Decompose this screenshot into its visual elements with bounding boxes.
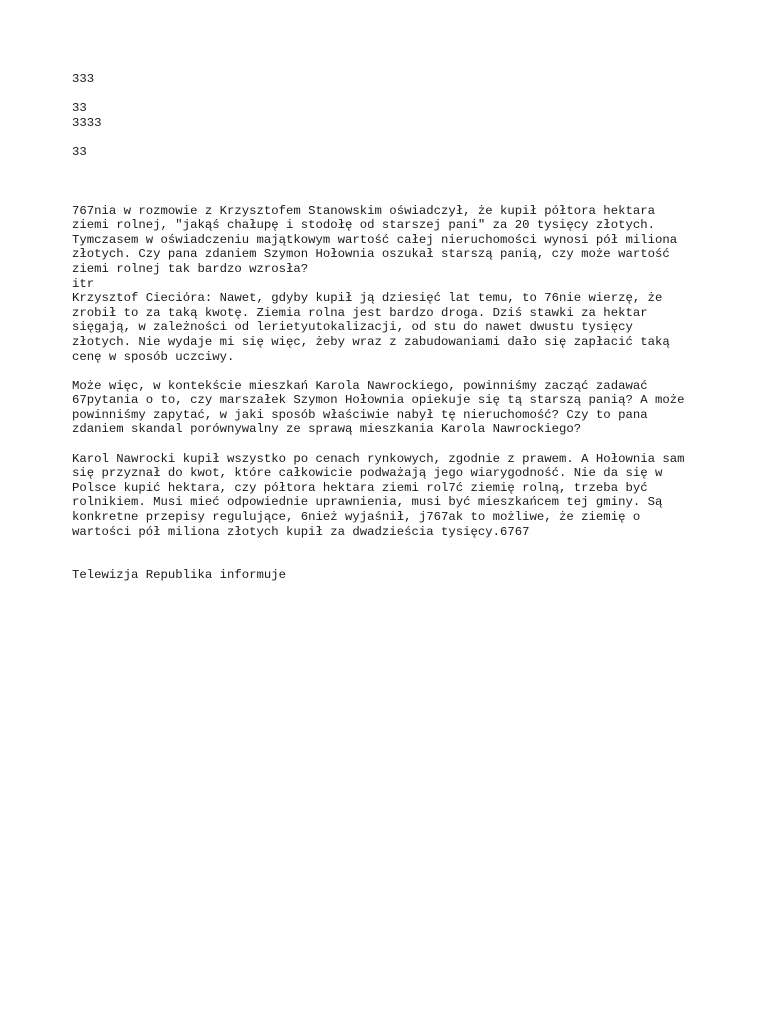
text-line: zdaniem skandal porównywalny ze sprawą mieszkania Karola Nawrockiego? — [72, 422, 582, 437]
text-line: sięgają, w zależności od lerietyutokalizacji, od stu do nawet dwustu tysięcy — [72, 320, 633, 335]
text-line: ziemi rolnej, "jakąś chałupę i stodołę od starszej pani" za 20 tysięcy złotych. — [72, 218, 655, 233]
text-line: Może więc, w kontekście mieszkań Karola Nawrockiego, powinniśmy zacząć zadawać — [72, 378, 648, 393]
text-line: złotych. Czy pana zdaniem Szymon Hołownia oszukał starszą panią, czy może wartość — [72, 247, 670, 262]
text-line: rolnikiem. Musi mieć odpowiednie uprawnienia, musi być mieszkańcem tej gminy. Są — [72, 495, 663, 510]
text-line: złotych. Nie wydaje mi się więc, żeby wraz z zabudowaniami dało się zapłacić taką — [72, 334, 670, 349]
text-line: Tymczasem w oświadczeniu majątkowym wartość całej nieruchomości wynosi pół miliona — [72, 232, 678, 247]
text-line: konkretne przepisy regulujące, 6nież wyjaśnił, j767ak to możliwe, że ziemię o — [72, 510, 641, 525]
footer-signature: Telewizja Republika informuje — [72, 568, 287, 583]
text-line: ziemi rolnej tak bardzo wzrosła? — [72, 261, 309, 276]
paragraph-1 — [72, 204, 712, 365]
text-line: Krzysztof Cieciόra: Nawet, gdyby kupił ją dziesięć lat temu, to 76nie wierzę, że — [72, 291, 663, 306]
document-body — [72, 72, 712, 583]
text-line: zrobił to za taką kwotę. Ziemia rolna jest bardzo droga. Dziś stawki za hektar — [72, 305, 648, 320]
paragraph-2 — [72, 379, 712, 437]
text-line: 767nia w rozmowie z Krzysztofem Stanowskim oświadczył, że kupił półtora hektara — [72, 203, 655, 218]
text-line: Polsce kupić hektara, czy półtora hektara ziemi rol7ć ziemię rolną, trzeba być — [72, 480, 648, 495]
header-line-3: 3333 — [72, 115, 102, 130]
header-line-2: 33 — [72, 101, 87, 116]
header-line-1: 333 — [72, 72, 95, 86]
text-line: powinniśmy zapytać, w jaki sposób właściwie nabył tę nieruchomość? Czy to pana — [72, 407, 648, 422]
text-line: się przyznał do kwot, które całkowicie podważają jego wiarygodność. Nie da się w — [72, 466, 663, 481]
text-line: itr — [72, 276, 95, 291]
text-line: Karol Nawrocki kupił wszystko po cenach rynkowych, zgodnie z prawem. A Hołownia sam — [72, 451, 685, 466]
header-line-4: 33 — [72, 144, 87, 159]
paragraph-3 — [72, 452, 712, 540]
text-line: cenę w sposób uczciwy. — [72, 349, 235, 364]
header-numbers — [72, 72, 712, 160]
text-line: 67pytania o to, czy marszałek Szymon Hołownia opiekuje się tą starszą panią? A może — [72, 393, 685, 408]
text-line: wartości pół miliona złotych kupił za dwadzieścia tysięcy.6767 — [72, 524, 530, 539]
